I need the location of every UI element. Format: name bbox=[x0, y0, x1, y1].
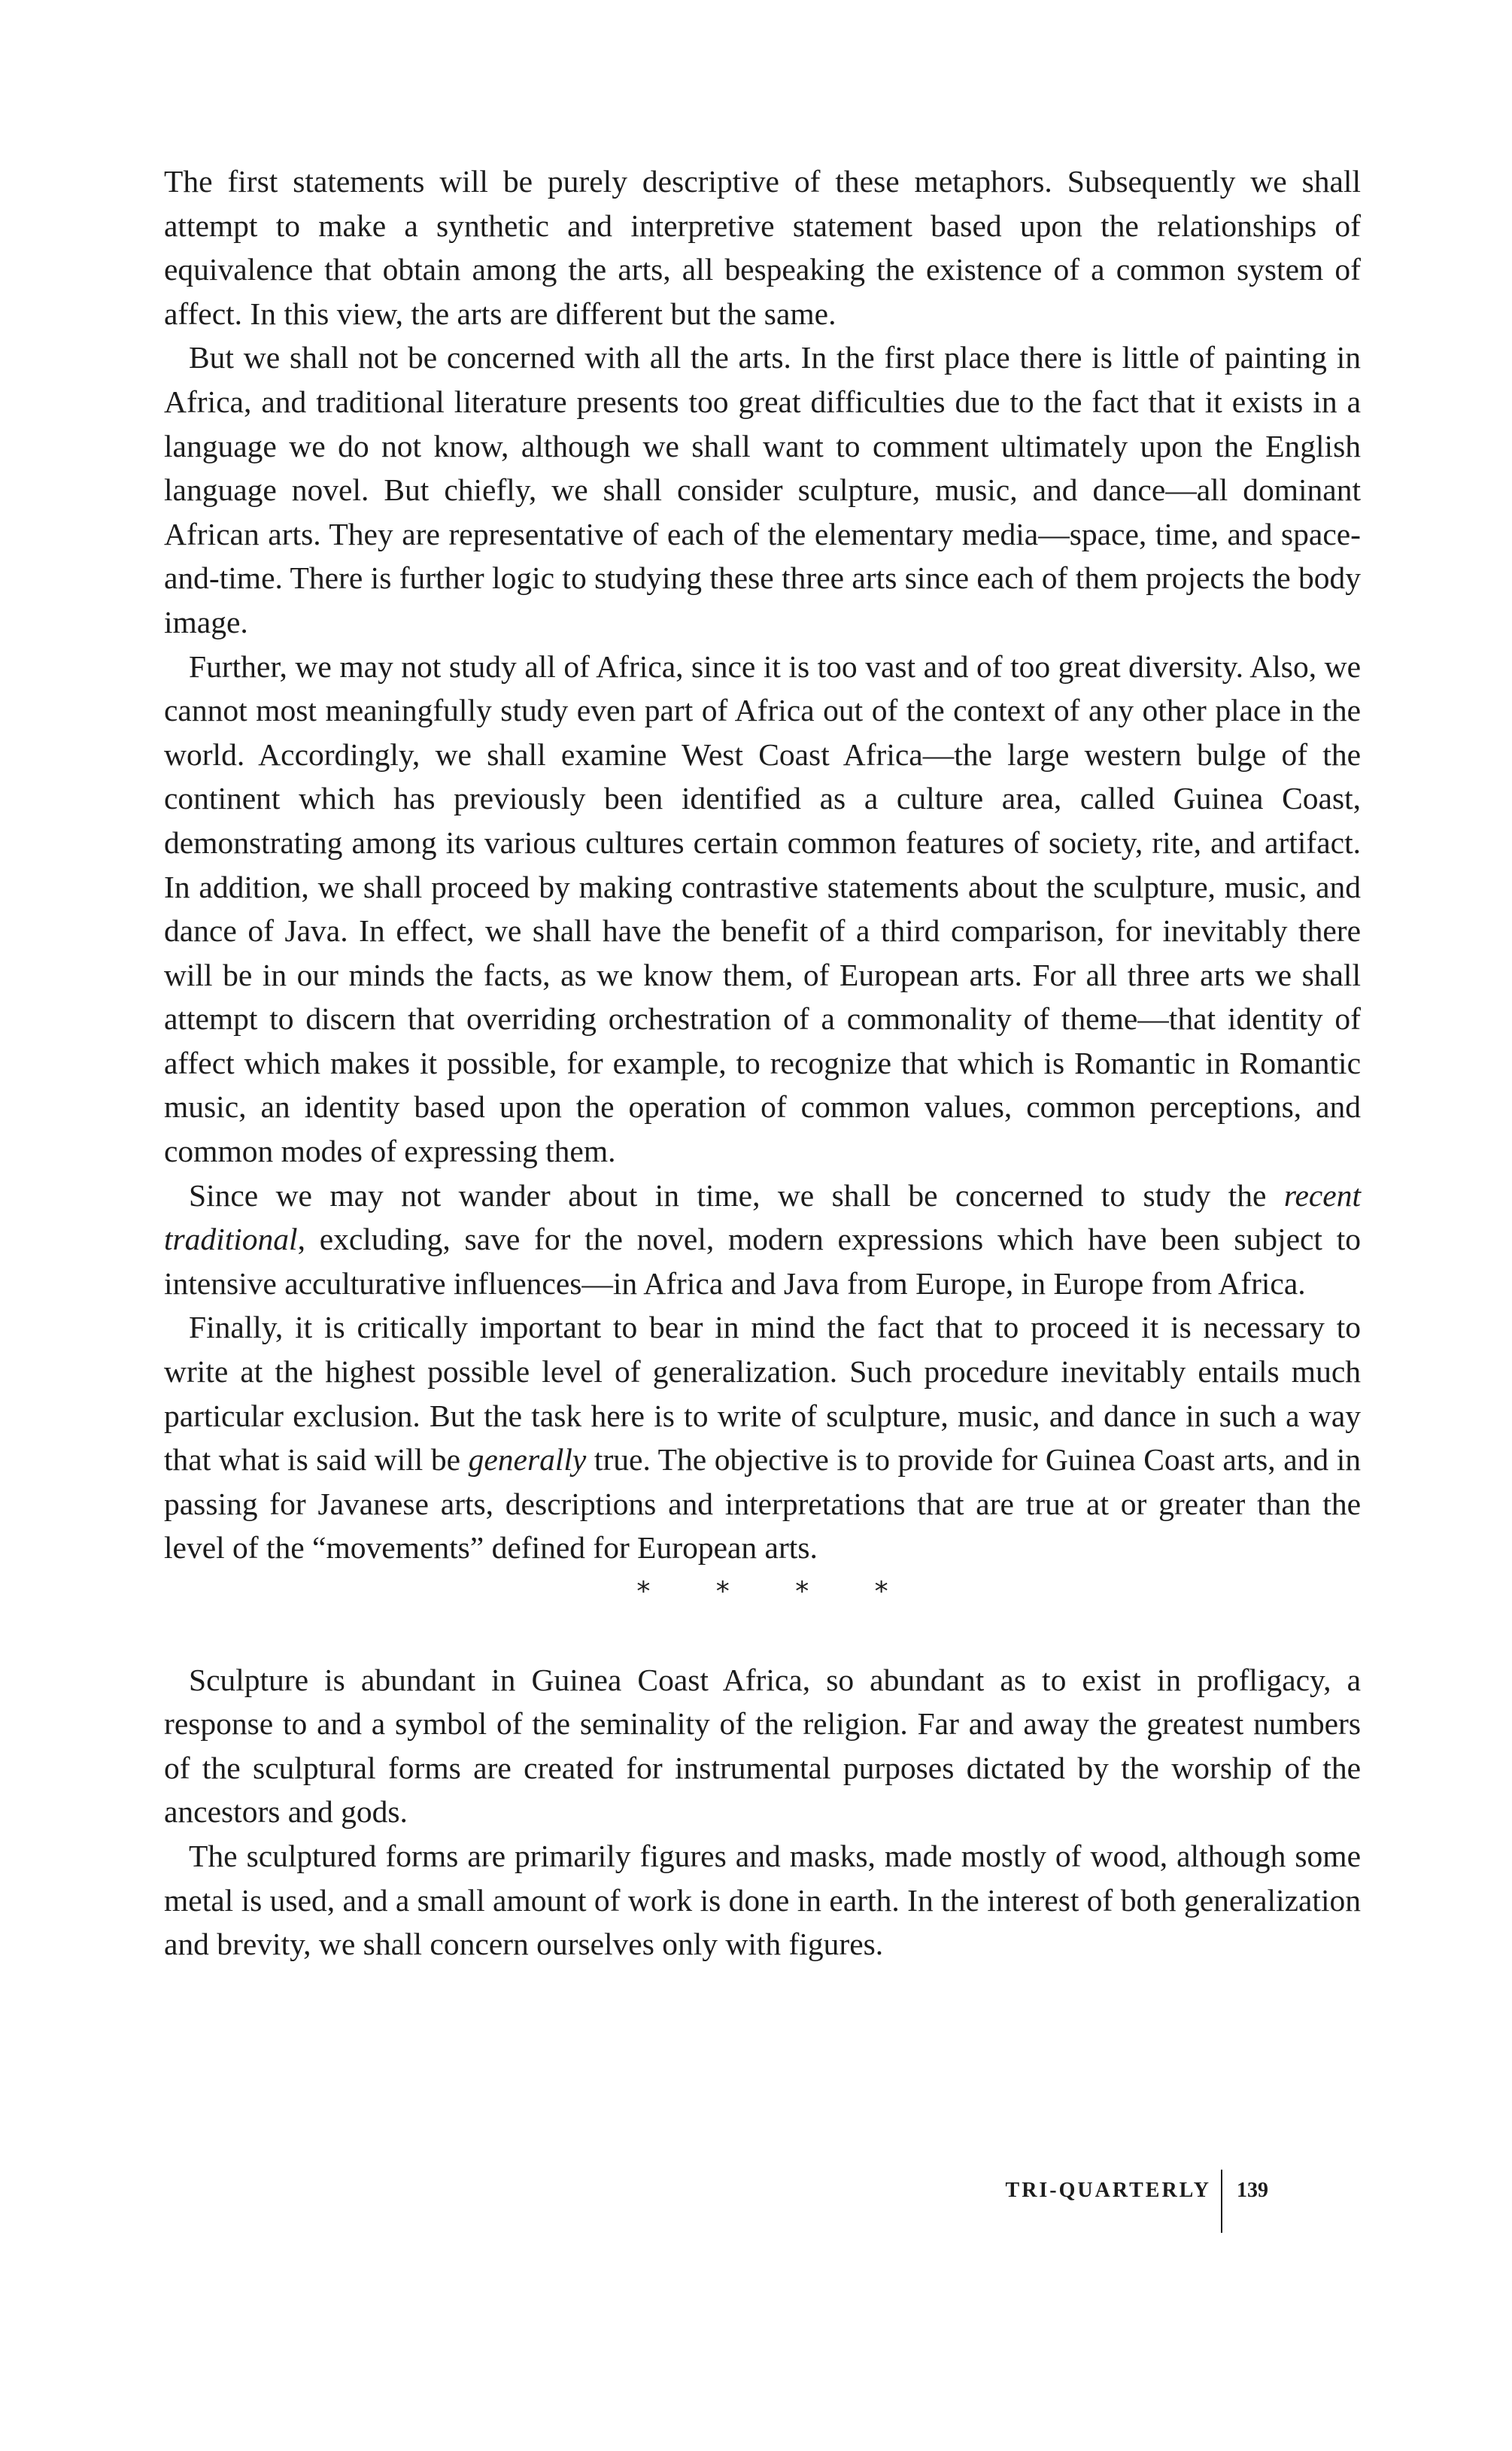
paragraph bbox=[164, 1834, 1361, 1967]
page-number: 139 bbox=[1237, 2179, 1268, 2202]
paragraph-text: Sculpture is abundant in Guinea Coast Africa, so abundant as to exist in profligacy, a response to and a symbol of the seminality of the religion. Far and away the greatest numbers of the sculptural forms are created for instrumental purposes dictated by the worship of the ancestors and gods. bbox=[164, 1662, 1361, 1830]
paragraph-text: , excluding, save for the novel, modern expressions which have been subject to intensive acculturative influences—in Africa and Java from Europe, in Europe from Africa. bbox=[164, 1222, 1361, 1301]
paragraph bbox=[164, 1174, 1361, 1306]
paragraph-text: Finally, it is critically important to bear in mind the fact that to proceed it is necessary to write at the highest possible level of generalization. Such procedure inevitably entails much particular exclusion. But the task here is to write of sculpture, music, and dance in such a way that what is said will be bbox=[164, 1310, 1361, 1478]
paragraph bbox=[164, 336, 1361, 644]
page-footer bbox=[978, 2174, 1286, 2242]
paragraph-text: true. The objective is to provide for Guinea Coast arts, and in passing for Javanese arts, descriptions and interpretations that are true at or greater than the level of the “movements” defined for European arts. bbox=[164, 1442, 1361, 1566]
italic-text: recent traditional bbox=[164, 1177, 1361, 1257]
paragraph bbox=[164, 645, 1361, 1174]
paragraph bbox=[164, 1658, 1361, 1834]
section-separator: * * * * bbox=[636, 1576, 917, 1607]
paragraphs-before-break bbox=[164, 159, 1361, 1570]
article-body bbox=[164, 159, 1361, 1967]
paragraph-text: Further, we may not study all of Africa, since it is too vast and of too great diversity. Also, we cannot most meaningfully study even part of Africa out of the context of any other place in the world. Accordingly, we shall examine West Coast Africa—the large western bulge of the continent which has previously been identified as a culture area, called Guinea Coast, demonstrating among its various cultures certain common features of society, rite, and artifact. In addition, we shall proceed by making contrastive statements about the sculpture, music, and dance of Java. In effect, we shall have the benefit of a third comparison, for inevitably there will be in our minds the facts, as we know them, of European arts. For all three arts we shall attempt to discern that overriding orchestration of a commonality of theme—that identity of affect which makes it possible, for example, to recognize that which is Romantic in Romantic music, an identity based upon the operation of common values, common perceptions, and common modes of expressing them. bbox=[164, 648, 1361, 1169]
running-head: TRI-QUARTERLY bbox=[1005, 2179, 1211, 2202]
paragraph-text: But we shall not be concerned with all the arts. In the first place there is little of painting in Africa, and traditional literature presents too great difficulties due to the fact that it exists in a language we do not know, although we shall want to comment ultimately upon the English language novel. But chiefly, we shall consider sculpture, music, and dance—all dominant African arts. They are representative of each of the elementary media—space, time, and space-and-time. There is further logic to studying these three arts since each of them projects the body image. bbox=[164, 340, 1361, 639]
paragraph-text: Since we may not wander about in time, we shall be concerned to study the bbox=[189, 1177, 1284, 1213]
paragraph bbox=[164, 1305, 1361, 1570]
paragraph-text: The sculptured forms are primarily figures and masks, made mostly of wood, although some metal is used, and a small amount of work is done in earth. In the interest of both generalization and brevity, we shall concern ourselves only with figures. bbox=[164, 1838, 1361, 1962]
paragraphs-after-break bbox=[164, 1658, 1361, 1967]
italic-text: generally bbox=[468, 1442, 587, 1478]
paragraph-text: The first statements will be purely descriptive of these metaphors. Subsequently we shall attempt to make a synthetic and interpretive statement based upon the relationships of equivalence that obtain among the arts, all bespeaking the existence of a common system of affect. In this view, the arts are different but the same. bbox=[164, 164, 1361, 331]
folio-divider bbox=[1221, 2170, 1222, 2233]
paragraph bbox=[164, 159, 1361, 336]
